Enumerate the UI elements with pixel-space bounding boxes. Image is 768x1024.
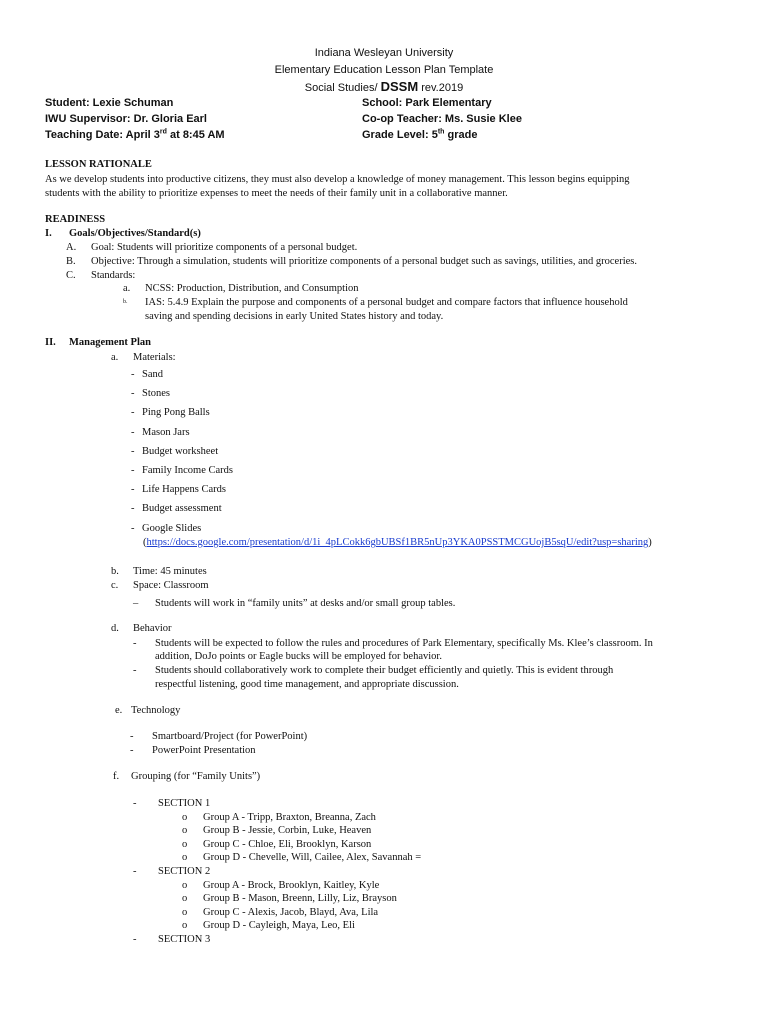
grade-suffix: grade — [444, 129, 478, 141]
group-item: Group D - Cayleigh, Maya, Leo, Eli — [203, 920, 355, 932]
management-heading: Management Plan — [69, 337, 151, 348]
tech-item-2: PowerPoint Presentation — [152, 745, 256, 756]
behavior-point-2-line-2: respectful listening, good time management, and appropriate discussion. — [155, 679, 459, 690]
teaching-time: at 8:45 AM — [166, 129, 225, 141]
behavior-point-1-line-1: Students will be expected to follow the rules and procedures of Park Elementary, specifically Ms. Klee’s classroom. In — [155, 638, 653, 649]
behavior-marker: d. — [111, 623, 119, 634]
behavior-dash-1: - — [133, 638, 137, 649]
revision: rev.2019 — [418, 82, 464, 94]
template-title: Elementary Education Lesson Plan Template — [274, 64, 494, 76]
group-item: Group A - Brock, Brooklyn, Kaitley, Kyle — [203, 879, 380, 891]
standard-a-marker: a. — [123, 283, 131, 294]
teaching-date — [45, 129, 225, 141]
goal-text: Goal: Students will prioritize components of a personal budget. — [91, 242, 358, 253]
group-bullet: o — [182, 838, 188, 850]
google-slides-link[interactable]: https://docs.google.com/presentation/d/1i_4pLCokk6gbUBSf1BR5nUp3YKA0PSSTMCGUojB5sqU/edit?usp=sharing — [146, 537, 649, 548]
student-name: Student: Lexie Schuman — [45, 97, 174, 109]
material-dash: - — [131, 503, 135, 515]
material-dash: - — [131, 426, 135, 438]
material-dash: - — [131, 445, 135, 457]
teaching-date-text: Teaching Date: April 3 — [45, 129, 160, 141]
material-dash: - — [131, 522, 135, 534]
group-bullet: o — [182, 906, 188, 918]
item-a-marker: A. — [66, 242, 77, 253]
behavior-point-1-line-2: addition, DoJo points or Eagle bucks will be employed for behavior. — [155, 651, 442, 662]
group-bullet: o — [182, 811, 188, 823]
group-bullet: o — [182, 920, 188, 932]
section-name: SECTION 3 — [158, 934, 211, 945]
technology-label: Technology — [131, 705, 181, 716]
coop-teacher: Co-op Teacher: Ms. Susie Klee — [362, 113, 522, 125]
space-dash: – — [133, 598, 139, 609]
material-dash: - — [131, 369, 135, 380]
section-dash: - — [133, 934, 137, 945]
subject-code: DSSM — [380, 79, 419, 94]
standard-ias-line-2: saving and spending decisions in early United States history and today. — [145, 311, 444, 322]
space-detail: Students will work in “family units” at desks and/or small group tables. — [155, 598, 456, 609]
section-dash: - — [133, 866, 137, 877]
item-b-marker: B. — [66, 256, 76, 267]
rationale-line-2: students with the ability to prioritize expenses to meet the needs of their family unit in a collaborative manner. — [45, 188, 508, 199]
university-name: Indiana Wesleyan University — [314, 47, 454, 59]
material-item: Google Slides — [142, 522, 202, 534]
standard-b-marker: b. — [123, 299, 128, 305]
material-item: Budget assessment — [142, 503, 222, 515]
standards-label: Standards: — [91, 270, 136, 281]
grouping-marker: f. — [113, 771, 120, 782]
iwu-supervisor: IWU Supervisor: Dr. Gloria Earl — [45, 113, 207, 125]
group-item: Group C - Alexis, Jacob, Blayd, Ava, Lila — [203, 906, 379, 918]
space-marker: c. — [111, 580, 119, 591]
group-bullet: o — [182, 825, 188, 837]
tech-item-1: Smartboard/Project (for PowerPoint) — [152, 731, 308, 742]
technology-marker: e. — [115, 705, 123, 716]
grade-level-text: Grade Level: 5 — [362, 129, 438, 141]
material-dash: - — [131, 407, 135, 419]
material-dash: - — [131, 465, 135, 476]
objective-text: Objective: Through a simulation, students will prioritize components of a personal budget such as savings, utilities, and groceries. — [91, 256, 637, 267]
material-item: Ping Pong Balls — [142, 407, 210, 419]
goals-marker: I. — [45, 228, 52, 239]
readiness-heading: READINESS — [45, 214, 106, 225]
grade-sup: th — [437, 128, 445, 136]
group-item: Group D - Chevelle, Will, Cailee, Alex, Savannah = — [203, 852, 422, 864]
teaching-date-sup: rd — [159, 128, 167, 136]
section-name: SECTION 1 — [158, 798, 211, 809]
goals-heading: Goals/Objectives/Standard(s) — [69, 228, 201, 239]
material-item: Life Happens Cards — [142, 484, 226, 496]
material-dash: - — [131, 484, 135, 496]
space-text: Space: Classroom — [133, 580, 209, 591]
standard-ias-line-1: IAS: 5.4.9 Explain the purpose and components of a personal budget and compare factors that influence household — [145, 297, 628, 308]
school-name: School: Park Elementary — [362, 97, 492, 109]
grade-level — [362, 129, 477, 141]
time-marker: b. — [111, 566, 119, 577]
material-item: Mason Jars — [142, 426, 190, 438]
material-item: Stones — [142, 388, 171, 400]
behavior-label: Behavior — [133, 623, 172, 634]
material-item: Family Income Cards — [142, 465, 233, 476]
subject-line — [0, 79, 768, 94]
management-marker: II. — [45, 337, 56, 348]
group-bullet: o — [182, 879, 188, 891]
group-item: Group A - Tripp, Braxton, Breanna, Zach — [203, 811, 376, 823]
section-dash: - — [133, 798, 137, 809]
behavior-dash-2: - — [133, 665, 137, 676]
section-name: SECTION 2 — [158, 866, 211, 877]
rationale-heading: LESSON RATIONALE — [45, 159, 152, 170]
materials-label: Materials: — [133, 352, 176, 363]
material-dash: - — [131, 388, 135, 400]
material-item: Budget worksheet — [142, 445, 219, 457]
materials-marker: a. — [111, 352, 119, 363]
item-c-marker: C. — [66, 270, 76, 281]
time-text: Time: 45 minutes — [133, 566, 207, 577]
standard-ncss: NCSS: Production, Distribution, and Consumption — [145, 283, 359, 294]
tech-dash-1: - — [130, 731, 134, 742]
group-item: Group C - Chloe, Eli, Brooklyn, Karson — [203, 838, 372, 850]
material-item: Sand — [142, 369, 163, 380]
group-item: Group B - Mason, Breenn, Lilly, Liz, Brayson — [203, 893, 397, 905]
subject-prefix: Social Studies/ — [304, 82, 381, 94]
behavior-point-2-line-1: Students should collaboratively work to complete their budget efficiently and quietly. This is evident through — [155, 665, 614, 676]
slides-link-line: (https://docs.google.com/presentation/d/1i_4pLCokk6gbUBSf1BR5nUp3YKA0PSSTMCGUojB5sqU/edit?usp=sharing) — [143, 537, 652, 548]
group-bullet: o — [182, 893, 188, 905]
rationale-line-1: As we develop students into productive citizens, they must also develop a knowledge of money management. This lesson begins equipping — [45, 174, 630, 185]
group-bullet: o — [182, 852, 188, 864]
group-item: Group B - Jessie, Corbin, Luke, Heaven — [203, 825, 372, 837]
grouping-label: Grouping (for “Family Units”) — [131, 771, 261, 782]
tech-dash-2: - — [130, 745, 134, 756]
